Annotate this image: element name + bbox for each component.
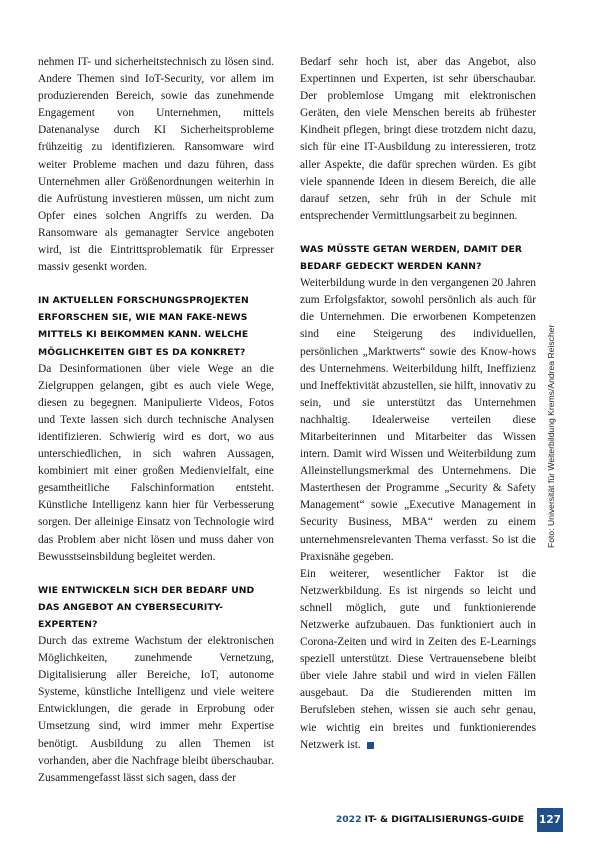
- body-paragraph: Durch das extreme Wachstum der elektronischen Möglichkeiten, zunehmende Vernetzung, Digitalisierung aller Bereiche, IoT, autonome Systeme, künstliche Intelligenz und viele weitere Entwicklungen, die gerade in Erprobung oder Umsetzung sind, wird immer mehr Expertise benötigt. Ausbildung zu allen Themen ist vorhanden, aber die Nachfrage bleibt überschaubar. Zusammengefasst lässt sich sagen, dass der: [38, 635, 274, 784]
- body-paragraph: nehmen IT- und sicherheitstechnisch zu lösen sind. Andere Themen sind IoT-Security, vor allem im produzierenden Bereich, sowie das zunehmende Engagement von Unternehmen, mittels Datenanalyse durch KI Sicherheitsprobleme frühzeitig zu identifizieren. Ransomware wird weiter Probleme machen und dazu führen, dass Unternehmen aller Größenordnungen weiterhin in die Aufrüstung investieren müssen, um nicht zum Opfer eines solchen Angriffs zu werden. Da Ransomware als gemanagter Service angeboten wird, ist die Eintrittsproblematik für Erpresser massiv gesenkt worden.: [38, 56, 274, 274]
- left-column: [38, 54, 274, 787]
- body-paragraph-last: [300, 566, 536, 754]
- section-heading: WAS MÜSSTE GETAN WERDEN, DAMIT DER BEDARF GEDECKT WERDEN KANN?: [300, 243, 523, 273]
- body-paragraph: Da Desinformationen über viele Wege an die Zielgruppen gelangen, gibt es auch viele Wege, diesen zu begegnen. Manipulierte Videos, Fotos und Texte lassen sich durch technische Analysen identifizieren. Schwierig wird es dort, wo aus unterschiedlichen, in sich wahren Aussagen, kombiniert mit einer großen Medienvielfalt, eine gesamtheitliche Falschinformation entsteht. Künstliche Intelligenz kann hier für Verbesserung sorgen. Der alleinige Einsatz von Technologie wird das Problem aber nicht lösen und muss daher von Bewusstseinsbildung begleitet werden.: [38, 362, 274, 563]
- section-heading: IN AKTUELLEN FORSCHUNGSPROJEKTEN ERFORSCHEN SIE, WIE MAN FAKE-NEWS MITTELS KI BEIKOMMEN KANN. WELCHE MÖGLICHKEITEN GIBT ES DA KONKRET?: [38, 295, 249, 358]
- article-end-mark: [367, 742, 374, 749]
- section-heading: WIE ENTWICKELN SICH DER BEDARF UND DAS ANGEBOT AN CYBERSECURITY-EXPERTEN?: [38, 584, 255, 630]
- body-paragraph: Bedarf sehr hoch ist, aber das Angebot, also Expertinnen und Experten, ist sehr überschaubar. Der problemlose Umgang mit elektronischen Geräten, den viele Menschen bereits ab frühester Kindheit pflegen, bringt diese trotzdem nicht dazu, sich für eine IT-Ausbildung zu interessieren, trotz aller Aspekte, die dafür sprechen würden. Es gibt viele spannende Ideen in diesem Bereich, die alle darauf setzen, sehr früh in der Schule mit entsprechender Vermittlungsarbeit zu beginnen.: [300, 56, 536, 222]
- photo-credit: Foto: Universität für Weiterbildung Krems/Andrea Reischer: [546, 324, 556, 548]
- footer-title: IT- & DIGITALISIERUNGS-GUIDE: [364, 814, 524, 825]
- footer-year: 2022: [335, 814, 362, 825]
- running-footer: [336, 813, 524, 827]
- paragraph-text: Ein weiterer, wesentlicher Faktor ist die Netzwerkbildung. Es ist nirgends so leicht und schnell möglich, gute und funktionierende Netzwerke aufzubauen. Das funktioniert auch in Corona-Zeiten und wird in Zeiten des E-Learnings speziell unterstützt. Diese Vertrauensebene bleibt über viele Jahre stabil und wird in vielen Fällen ausgebaut. Da die Studierenden mitten im Berufsleben stehen, wissen sie auch sehr genau, wie wichtig ein breites und funktionierendes Netzwerk ist.: [300, 567, 536, 751]
- body-paragraph: Weiterbildung wurde in den vergangenen 20 Jahren zum Erfolgsfaktor, sowohl persönlich als auch für die Unternehmen. Die erworbenen Kompetenzen sind eine Steigerung des individuellen, persönlichen „Marktwerts“ sowie des Know-hows des Unternehmens. Weiterbildung hilft, Ineffizienz und Ineffektivität abzustellen, sie hilft, innovativ zu sein, und sie unterstützt das Unternehmen nachhaltig. Idealerweise verteilen diese Mitarbeiterinnen und Mitarbeiter das Wissen intern. Damit wird Wissen und Weiterbildung zum Alleinstellungsmerkmal des Unternehmens. Die Masterthesen der Programme „Security & Safety Management“ sowie „Executive Management in Security Business, MBA“ werden zu einem unternehmensrelevanten Thema verfasst. So ist die Praxisnähe gegeben.: [300, 277, 536, 563]
- page-number: 127: [537, 808, 563, 832]
- right-column: [300, 54, 536, 754]
